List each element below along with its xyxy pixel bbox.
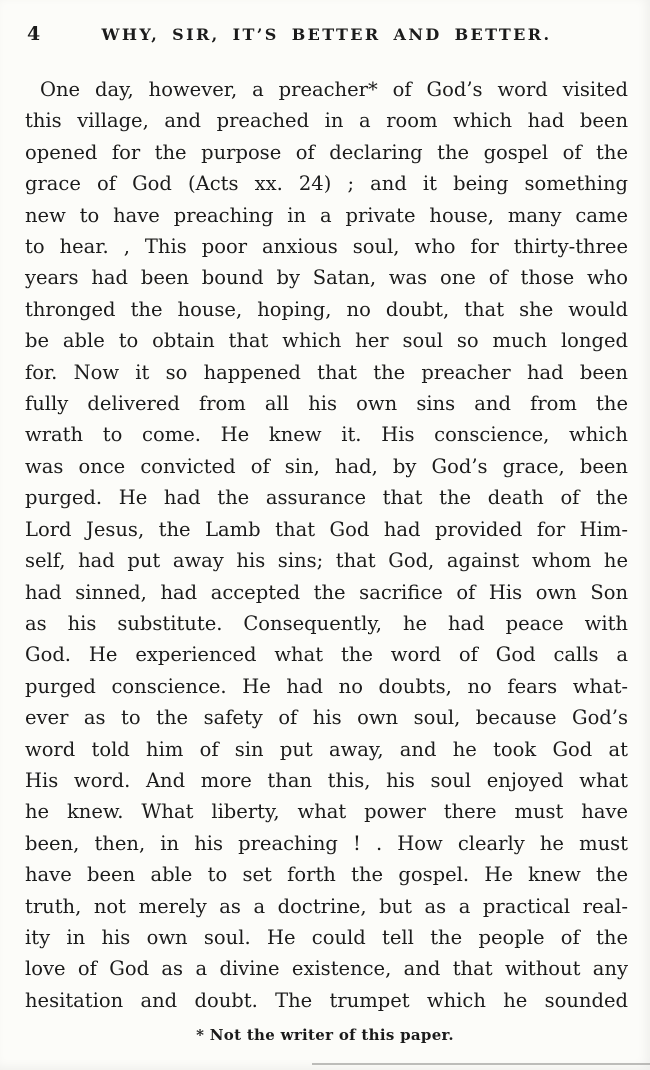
- text-line: purged conscience. He had no doubts, no fears what-: [25, 674, 628, 698]
- text-line: opened for the purpose of declaring the gospel of the: [25, 140, 628, 164]
- text-line: grace of God (Acts xx. 24) ; and it being something: [25, 172, 628, 196]
- text-line: years had been bound by Satan, was one of those who: [25, 266, 628, 290]
- text-line: new to have preaching in a private house, many came: [25, 203, 628, 227]
- text-line: Lord Jesus, the Lamb that God had provided for Him-: [25, 517, 628, 541]
- text-line: was once convicted of sin, had, by God’s grace, been: [25, 454, 628, 478]
- body-text: [25, 74, 628, 1016]
- running-title: WHY, SIR, IT’S BETTER AND BETTER.: [101, 25, 552, 44]
- text-line: fully delivered from all his own sins and from the: [25, 392, 628, 416]
- page-number: 4: [27, 23, 41, 45]
- text-line: be able to obtain that which her soul so much longed: [25, 329, 628, 353]
- text-line: truth, not merely as a doctrine, but as a practical real-: [25, 894, 628, 918]
- text-line: for. Now it so happened that the preacher had been: [25, 360, 628, 384]
- text-line: been, then, in his preaching ! . How clearly he must: [25, 831, 628, 855]
- text-line: had sinned, had accepted the sacrifice of His own Son: [25, 580, 628, 604]
- text-line: self, had put away his sins; that God, against whom he: [25, 549, 628, 573]
- text-line: One day, however, a preacher* of God’s word visited: [40, 78, 628, 101]
- text-line: wrath to come. He knew it. His conscience, which: [25, 423, 628, 447]
- text-line: love of God as a divine existence, and that without any: [25, 957, 628, 981]
- text-line: word told him of sin put away, and he took God at: [25, 737, 628, 761]
- scan-artifact-line: [312, 1063, 650, 1065]
- text-line: to hear. , This poor anxious soul, who for thirty-three: [25, 235, 628, 259]
- footnote: * Not the writer of this paper.: [196, 1026, 454, 1044]
- text-line: this village, and preached in a room which had been: [25, 109, 628, 133]
- text-line: ity in his own soul. He could tell the people of the: [25, 925, 628, 949]
- text-line: God. He experienced what the word of God calls a: [25, 643, 628, 667]
- text-line: thronged the house, hoping, no doubt, that she would: [25, 297, 628, 321]
- text-line: he knew. What liberty, what power there must have: [25, 800, 628, 824]
- text-line: hesitation and doubt. The trumpet which he sounded: [25, 988, 628, 1012]
- text-line: purged. He had the assurance that the death of the: [25, 486, 628, 510]
- text-line: His word. And more than this, his soul enjoyed what: [25, 768, 628, 792]
- text-line: as his substitute. Consequently, he had peace with: [25, 611, 628, 635]
- page-header: [25, 22, 628, 50]
- text-line: have been able to set forth the gospel. He knew the: [25, 863, 628, 887]
- text-line: ever as to the safety of his own soul, because God’s: [25, 706, 628, 730]
